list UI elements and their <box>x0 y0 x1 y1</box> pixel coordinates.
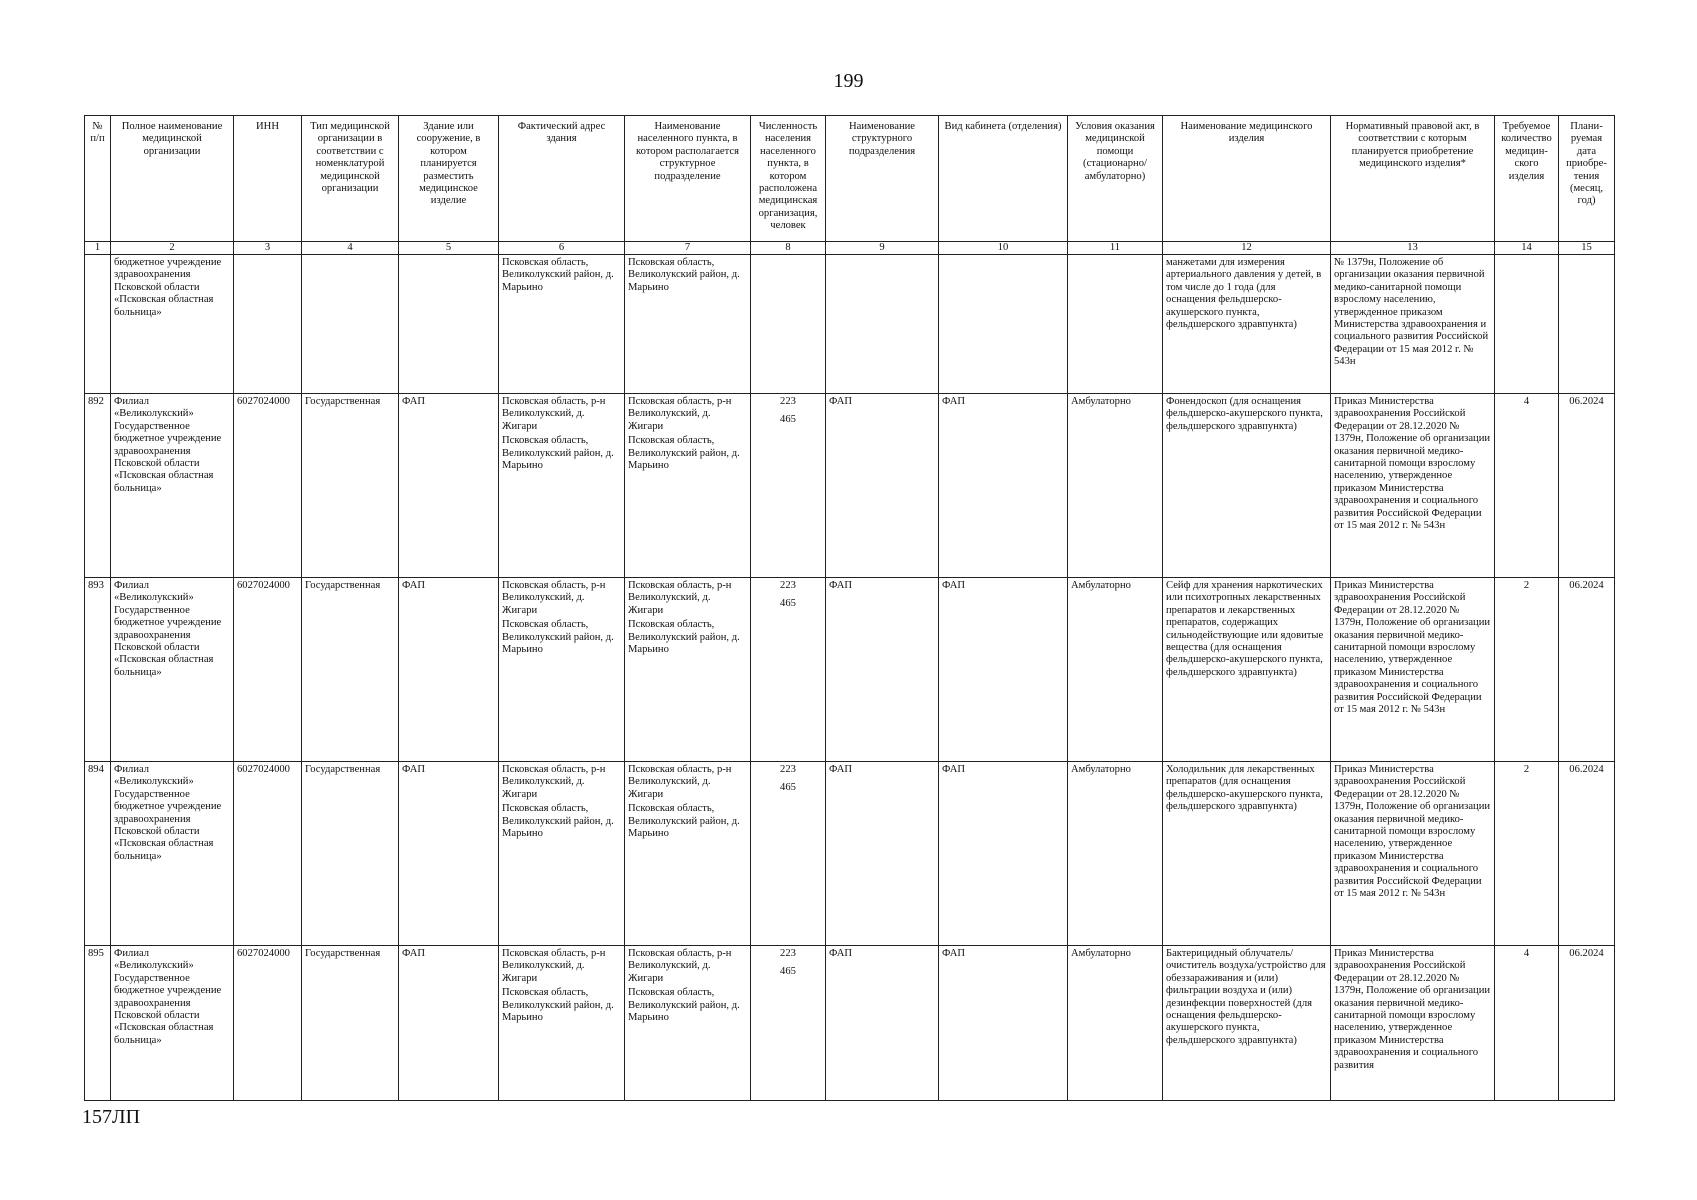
cell-quantity: 4 <box>1495 394 1559 578</box>
cell-org: Филиал «Великолукский» Государственное бюджетное учреждение здравоохранения Псковской области «Псковская областная больница» <box>111 946 234 1101</box>
document-code: 157ЛП <box>82 1106 141 1128</box>
table-row <box>85 946 1615 1101</box>
cell-subdivision: ФАП <box>826 762 939 946</box>
cell-device: Бактерицидный облучатель/очиститель воздуха/устройство для обеззараживания и (или) фильтрации воздуха и (или) дезинфекции поверхностей (для оснащения фельдшерско-акушерского пункта, фельдшерского здравпункта) <box>1163 946 1331 1101</box>
table-row <box>85 394 1615 578</box>
cell-inn: 6027024000 <box>234 946 302 1101</box>
equipment-table <box>84 115 1615 1101</box>
column-number: 11 <box>1068 242 1163 255</box>
cell-num: 895 <box>85 946 111 1101</box>
cell-conditions: Амбулаторно <box>1068 762 1163 946</box>
cell-locality <box>625 578 751 762</box>
cell-building: ФАП <box>399 578 499 762</box>
address-text: Псковская область, р-н Великолукский, д. Жигари <box>502 396 606 432</box>
header-cell: Наименование населенного пункта, в котором располагается структурное подразделение <box>625 116 751 242</box>
cell-conditions <box>1068 255 1163 394</box>
column-number: 8 <box>751 242 826 255</box>
cell-num: 892 <box>85 394 111 578</box>
header-cell: Нормативный правовой акт, в соответствии с которым планируется приобретение медицинского изделия* <box>1331 116 1495 242</box>
cell-quantity <box>1495 255 1559 394</box>
column-number: 9 <box>826 242 939 255</box>
column-number: 4 <box>302 242 399 255</box>
cell-cabinet: ФАП <box>939 946 1068 1101</box>
cell-locality <box>625 946 751 1101</box>
cell-address <box>499 255 625 394</box>
cell-subdivision <box>826 255 939 394</box>
population-value: 465 <box>780 598 796 610</box>
column-number: 10 <box>939 242 1068 255</box>
population-value: 223 <box>780 580 796 591</box>
page-number: 199 <box>833 70 864 92</box>
population-value: 223 <box>780 764 796 775</box>
cell-num <box>85 255 111 394</box>
cell-subdivision: ФАП <box>826 578 939 762</box>
cell-inn: 6027024000 <box>234 578 302 762</box>
cell-address <box>499 394 625 578</box>
column-number: 1 <box>85 242 111 255</box>
cell-population <box>751 578 826 762</box>
locality-text: Псковская область, Великолукский район, д. Марьино <box>628 435 740 472</box>
population-value: 465 <box>780 414 796 426</box>
header-cell: ИНН <box>234 116 302 242</box>
cell-org: Филиал «Великолукский» Государственное бюджетное учреждение здравоохранения Псковской области «Псковская областная больница» <box>111 762 234 946</box>
locality-text: Псковская область, Великолукский район, д. Марьино <box>628 987 740 1024</box>
cell-date: 06.2024 <box>1559 762 1615 946</box>
cell-type: Государственная <box>302 946 399 1101</box>
column-number: 15 <box>1559 242 1615 255</box>
cell-device: Фонендоскоп (для оснащения фельдшерско-акушерского пункта, фельдшерского здравпункта) <box>1163 394 1331 578</box>
cell-type <box>302 255 399 394</box>
cell-cabinet: ФАП <box>939 762 1068 946</box>
cell-act: Приказ Министерства здравоохранения Российской Федерации от 28.12.2020 № 1379н, Положение об организации оказания первичной медико-санитарной помощи взрослому населению, утвержденное приказом Министерства здравоохранения и социального развития Российской Федерации от 15 мая 2012 г. № 543н <box>1331 578 1495 762</box>
column-number: 2 <box>111 242 234 255</box>
header-cell: Фактический адрес здания <box>499 116 625 242</box>
header-cell: Вид кабинета (отделения) <box>939 116 1068 242</box>
header-cell: Здание или сооружение, в котором планируется разместить медицинское изделие <box>399 116 499 242</box>
cell-quantity: 2 <box>1495 578 1559 762</box>
column-number: 7 <box>625 242 751 255</box>
header-cell: Полное наименование медицинской организации <box>111 116 234 242</box>
cell-building <box>399 255 499 394</box>
population-value: 223 <box>780 396 796 407</box>
column-number-row <box>85 242 1615 255</box>
address-text: Псковская область, Великолукский район, д. Марьино <box>502 619 614 656</box>
header-cell: Численность населения населенного пункта, в котором расположена медицинская организация, человек <box>751 116 826 242</box>
cell-conditions: Амбулаторно <box>1068 946 1163 1101</box>
locality-text: Псковская область, р-н Великолукский, д. Жигари <box>628 580 732 616</box>
table-row <box>85 578 1615 762</box>
column-number: 6 <box>499 242 625 255</box>
cell-act: Приказ Министерства здравоохранения Российской Федерации от 28.12.2020 № 1379н, Положение об организации оказания первичной медико-санитарной помощи взрослому населению, утвержденное приказом Министерства здравоохранения и социального развития Российской Федерации от 15 мая 2012 г. № 543н <box>1331 394 1495 578</box>
address-text: Псковская область, Великолукский район, д. Марьино <box>502 257 614 293</box>
address-text: Псковская область, Великолукский район, д. Марьино <box>502 987 614 1024</box>
table-row <box>85 762 1615 946</box>
column-number: 5 <box>399 242 499 255</box>
address-text: Псковская область, Великолукский район, д. Марьино <box>502 803 614 840</box>
locality-text: Псковская область, Великолукский район, д. Марьино <box>628 619 740 656</box>
cell-date: 06.2024 <box>1559 394 1615 578</box>
cell-subdivision: ФАП <box>826 946 939 1101</box>
locality-text: Псковская область, р-н Великолукский, д. Жигари <box>628 948 732 984</box>
column-number: 13 <box>1331 242 1495 255</box>
cell-type: Государственная <box>302 578 399 762</box>
cell-cabinet <box>939 255 1068 394</box>
cell-type: Государственная <box>302 762 399 946</box>
cell-address <box>499 762 625 946</box>
header-cell: Наименование медицинского изделия <box>1163 116 1331 242</box>
cell-quantity: 2 <box>1495 762 1559 946</box>
locality-text: Псковская область, Великолукский район, д. Марьино <box>628 257 740 293</box>
continuation-row <box>85 255 1615 394</box>
address-text: Псковская область, р-н Великолукский, д. Жигари <box>502 764 606 800</box>
cell-subdivision: ФАП <box>826 394 939 578</box>
cell-inn <box>234 255 302 394</box>
cell-population <box>751 946 826 1101</box>
population-value: 465 <box>780 782 796 794</box>
cell-quantity: 4 <box>1495 946 1559 1101</box>
cell-cabinet: ФАП <box>939 394 1068 578</box>
column-number: 12 <box>1163 242 1331 255</box>
cell-locality <box>625 255 751 394</box>
cell-org: Филиал «Великолукский» Государственное бюджетное учреждение здравоохранения Псковской области «Псковская областная больница» <box>111 394 234 578</box>
cell-population <box>751 394 826 578</box>
cell-date: 06.2024 <box>1559 578 1615 762</box>
cell-address <box>499 578 625 762</box>
cell-org: бюджетное учреждение здравоохранения Псковской области «Псковская областная больница» <box>111 255 234 394</box>
cell-act: Приказ Министерства здравоохранения Российской Федерации от 28.12.2020 № 1379н, Положение об организации оказания первичной медико-санитарной помощи взрослому населению, утвержденное приказом Министерства здравоохранения и социального развития Российской Федерации от 15 мая 2012 г. № 543н <box>1331 762 1495 946</box>
cell-population <box>751 762 826 946</box>
cell-num: 893 <box>85 578 111 762</box>
cell-cabinet: ФАП <box>939 578 1068 762</box>
cell-inn: 6027024000 <box>234 394 302 578</box>
locality-text: Псковская область, р-н Великолукский, д. Жигари <box>628 764 732 800</box>
cell-address <box>499 946 625 1101</box>
cell-date: 06.2024 <box>1559 946 1615 1101</box>
cell-population <box>751 255 826 394</box>
cell-num: 894 <box>85 762 111 946</box>
header-cell: № п/п <box>85 116 111 242</box>
header-cell: Условия оказания медицинской помощи (стационарно/ амбулаторно) <box>1068 116 1163 242</box>
cell-inn: 6027024000 <box>234 762 302 946</box>
locality-text: Псковская область, р-н Великолукский, д. Жигари <box>628 396 732 432</box>
cell-org: Филиал «Великолукский» Государственное бюджетное учреждение здравоохранения Псковской области «Псковская областная больница» <box>111 578 234 762</box>
cell-act: № 1379н, Положение об организации оказания первичной медико-санитарной помощи взрослому населению, утвержденное приказом Министерства здравоохранения и социального развития Российской Федерации от 15 мая 2012 г. № 543н <box>1331 255 1495 394</box>
cell-device: манжетами для измерения артериального давления у детей, в том числе до 1 года (для оснащения фельдшерско-акушерского пункта, фельдшерского здравпункта) <box>1163 255 1331 394</box>
column-number: 3 <box>234 242 302 255</box>
cell-device: Холодильник для лекарственных препаратов (для оснащения фельдшерско-акушерского пункта, фельдшерского здравпункта) <box>1163 762 1331 946</box>
column-number: 14 <box>1495 242 1559 255</box>
address-text: Псковская область, р-н Великолукский, д. Жигари <box>502 580 606 616</box>
address-text: Псковская область, Великолукский район, д. Марьино <box>502 435 614 472</box>
header-row <box>85 116 1615 242</box>
cell-building: ФАП <box>399 394 499 578</box>
population-value: 465 <box>780 966 796 978</box>
header-cell: Тип медицинской организации в соответствии с номенклатурой медицинской организации <box>302 116 399 242</box>
cell-act: Приказ Министерства здравоохранения Российской Федерации от 28.12.2020 № 1379н, Положение об организации оказания первичной медико-санитарной помощи взрослому населению, утвержденное приказом Министерства здравоохранения и социального развития <box>1331 946 1495 1101</box>
header-cell: Требуемое количество медицин-ского изделия <box>1495 116 1559 242</box>
address-text: Псковская область, р-н Великолукский, д. Жигари <box>502 948 606 984</box>
cell-locality <box>625 762 751 946</box>
locality-text: Псковская область, Великолукский район, д. Марьино <box>628 803 740 840</box>
cell-type: Государственная <box>302 394 399 578</box>
header-cell: Наименование структурного подразделения <box>826 116 939 242</box>
cell-locality <box>625 394 751 578</box>
cell-conditions: Амбулаторно <box>1068 578 1163 762</box>
cell-device: Сейф для хранения наркотических или психотропных лекарственных препаратов и лекарственных препаратов, содержащих сильнодействующие или ядовитые вещества (для оснащения фельдшерско-акушерского пункта, фельдшерского здравпункта) <box>1163 578 1331 762</box>
cell-building: ФАП <box>399 762 499 946</box>
cell-date <box>1559 255 1615 394</box>
population-value: 223 <box>780 948 796 959</box>
cell-building: ФАП <box>399 946 499 1101</box>
cell-conditions: Амбулаторно <box>1068 394 1163 578</box>
header-cell: Плани-руемая дата приобре-тения (месяц, год) <box>1559 116 1615 242</box>
